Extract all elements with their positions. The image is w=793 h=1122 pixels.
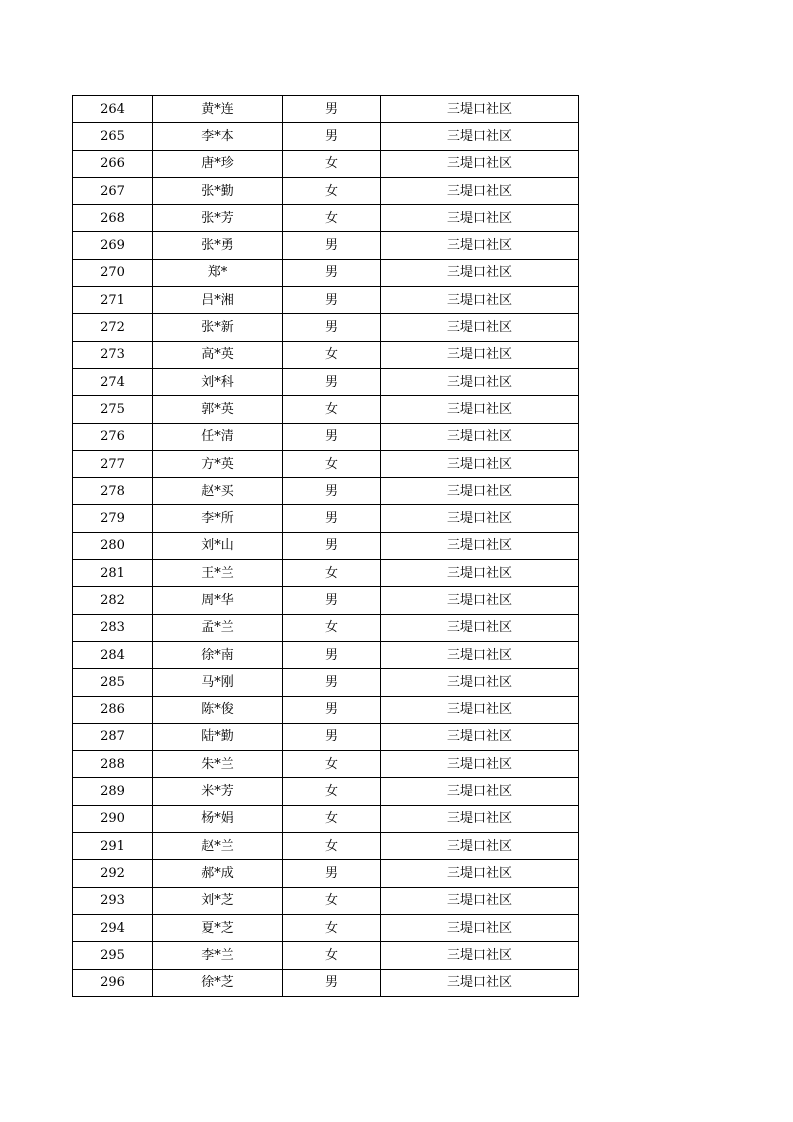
community-cell: 三堤口社区 [381, 177, 579, 204]
table-row [73, 314, 579, 341]
row-number-cell: 289 [73, 778, 153, 805]
name-cell: 陈*俊 [153, 696, 283, 723]
row-number-cell: 275 [73, 396, 153, 423]
community-cell: 三堤口社区 [381, 560, 579, 587]
name-cell: 王*兰 [153, 560, 283, 587]
table-row [73, 532, 579, 559]
row-number-cell: 272 [73, 314, 153, 341]
community-cell: 三堤口社区 [381, 150, 579, 177]
row-number-cell: 266 [73, 150, 153, 177]
table-row [73, 696, 579, 723]
table-row [73, 751, 579, 778]
row-number-cell: 269 [73, 232, 153, 259]
community-cell: 三堤口社区 [381, 723, 579, 750]
row-number-cell: 291 [73, 833, 153, 860]
gender-cell: 女 [283, 205, 381, 232]
name-cell: 徐*芝 [153, 969, 283, 996]
community-cell: 三堤口社区 [381, 532, 579, 559]
gender-cell: 男 [283, 259, 381, 286]
table-row [73, 259, 579, 286]
table-row [73, 205, 579, 232]
table-row [73, 833, 579, 860]
row-number-cell: 279 [73, 505, 153, 532]
name-cell: 李*本 [153, 123, 283, 150]
gender-cell: 男 [283, 478, 381, 505]
gender-cell: 女 [283, 396, 381, 423]
row-number-cell: 287 [73, 723, 153, 750]
name-cell: 高*英 [153, 341, 283, 368]
name-cell: 赵*买 [153, 478, 283, 505]
gender-cell: 男 [283, 587, 381, 614]
row-number-cell: 281 [73, 560, 153, 587]
name-cell: 李*所 [153, 505, 283, 532]
row-number-cell: 282 [73, 587, 153, 614]
name-cell: 吕*湘 [153, 287, 283, 314]
table-row [73, 587, 579, 614]
community-cell: 三堤口社区 [381, 914, 579, 941]
gender-cell: 男 [283, 969, 381, 996]
gender-cell: 男 [283, 532, 381, 559]
name-cell: 郭*英 [153, 396, 283, 423]
community-cell: 三堤口社区 [381, 314, 579, 341]
row-number-cell: 268 [73, 205, 153, 232]
table-row [73, 505, 579, 532]
table-row [73, 368, 579, 395]
row-number-cell: 271 [73, 287, 153, 314]
table-row [73, 560, 579, 587]
name-cell: 任*清 [153, 423, 283, 450]
row-number-cell: 283 [73, 614, 153, 641]
community-cell: 三堤口社区 [381, 751, 579, 778]
gender-cell: 女 [283, 177, 381, 204]
gender-cell: 女 [283, 778, 381, 805]
name-cell: 周*华 [153, 587, 283, 614]
name-cell: 张*新 [153, 314, 283, 341]
gender-cell: 女 [283, 450, 381, 477]
row-number-cell: 278 [73, 478, 153, 505]
gender-cell: 女 [283, 751, 381, 778]
table-row [73, 723, 579, 750]
name-cell: 徐*南 [153, 641, 283, 668]
gender-cell: 女 [283, 833, 381, 860]
name-cell: 张*勤 [153, 177, 283, 204]
community-cell: 三堤口社区 [381, 887, 579, 914]
community-cell: 三堤口社区 [381, 696, 579, 723]
table-row [73, 805, 579, 832]
gender-cell: 男 [283, 232, 381, 259]
gender-cell: 男 [283, 123, 381, 150]
gender-cell: 男 [283, 669, 381, 696]
table-row [73, 423, 579, 450]
name-cell: 张*芳 [153, 205, 283, 232]
community-cell: 三堤口社区 [381, 232, 579, 259]
community-cell: 三堤口社区 [381, 969, 579, 996]
name-cell: 孟*兰 [153, 614, 283, 641]
table-row [73, 287, 579, 314]
row-number-cell: 273 [73, 341, 153, 368]
table-row [73, 860, 579, 887]
table-row [73, 969, 579, 996]
community-cell: 三堤口社区 [381, 341, 579, 368]
row-number-cell: 290 [73, 805, 153, 832]
table-row [73, 150, 579, 177]
name-cell: 刘*山 [153, 532, 283, 559]
row-number-cell: 285 [73, 669, 153, 696]
row-number-cell: 292 [73, 860, 153, 887]
community-cell: 三堤口社区 [381, 478, 579, 505]
community-cell: 三堤口社区 [381, 396, 579, 423]
row-number-cell: 267 [73, 177, 153, 204]
community-cell: 三堤口社区 [381, 641, 579, 668]
community-cell: 三堤口社区 [381, 614, 579, 641]
community-cell: 三堤口社区 [381, 833, 579, 860]
row-number-cell: 280 [73, 532, 153, 559]
name-cell: 方*英 [153, 450, 283, 477]
gender-cell: 女 [283, 560, 381, 587]
row-number-cell: 274 [73, 368, 153, 395]
community-cell: 三堤口社区 [381, 778, 579, 805]
table-row [73, 341, 579, 368]
table-row [73, 478, 579, 505]
gender-cell: 男 [283, 696, 381, 723]
gender-cell: 女 [283, 150, 381, 177]
name-cell: 唐*珍 [153, 150, 283, 177]
community-cell: 三堤口社区 [381, 505, 579, 532]
row-number-cell: 270 [73, 259, 153, 286]
name-cell: 刘*芝 [153, 887, 283, 914]
table-row [73, 450, 579, 477]
table-row [73, 778, 579, 805]
row-number-cell: 288 [73, 751, 153, 778]
community-cell: 三堤口社区 [381, 942, 579, 969]
row-number-cell: 276 [73, 423, 153, 450]
community-cell: 三堤口社区 [381, 96, 579, 123]
community-cell: 三堤口社区 [381, 423, 579, 450]
name-cell: 郝*成 [153, 860, 283, 887]
gender-cell: 女 [283, 341, 381, 368]
community-cell: 三堤口社区 [381, 669, 579, 696]
gender-cell: 男 [283, 96, 381, 123]
row-number-cell: 294 [73, 914, 153, 941]
gender-cell: 男 [283, 860, 381, 887]
gender-cell: 女 [283, 805, 381, 832]
gender-cell: 男 [283, 423, 381, 450]
name-cell: 赵*兰 [153, 833, 283, 860]
name-cell: 杨*娟 [153, 805, 283, 832]
gender-cell: 男 [283, 505, 381, 532]
table-row [73, 96, 579, 123]
table-row [73, 123, 579, 150]
row-number-cell: 264 [73, 96, 153, 123]
gender-cell: 女 [283, 914, 381, 941]
table-row [73, 669, 579, 696]
gender-cell: 男 [283, 641, 381, 668]
community-cell: 三堤口社区 [381, 205, 579, 232]
name-cell: 李*兰 [153, 942, 283, 969]
table-row [73, 232, 579, 259]
row-number-cell: 295 [73, 942, 153, 969]
community-cell: 三堤口社区 [381, 123, 579, 150]
roster-table-body [73, 96, 579, 997]
community-cell: 三堤口社区 [381, 259, 579, 286]
name-cell: 朱*兰 [153, 751, 283, 778]
name-cell: 夏*芝 [153, 914, 283, 941]
name-cell: 张*勇 [153, 232, 283, 259]
row-number-cell: 284 [73, 641, 153, 668]
name-cell: 马*刚 [153, 669, 283, 696]
community-cell: 三堤口社区 [381, 287, 579, 314]
table-row [73, 942, 579, 969]
community-cell: 三堤口社区 [381, 587, 579, 614]
row-number-cell: 277 [73, 450, 153, 477]
community-cell: 三堤口社区 [381, 368, 579, 395]
row-number-cell: 293 [73, 887, 153, 914]
table-row [73, 914, 579, 941]
community-cell: 三堤口社区 [381, 805, 579, 832]
community-cell: 三堤口社区 [381, 860, 579, 887]
name-cell: 黄*连 [153, 96, 283, 123]
name-cell: 郑* [153, 259, 283, 286]
table-row [73, 396, 579, 423]
gender-cell: 男 [283, 287, 381, 314]
name-cell: 刘*科 [153, 368, 283, 395]
name-cell: 米*芳 [153, 778, 283, 805]
table-row [73, 641, 579, 668]
row-number-cell: 286 [73, 696, 153, 723]
roster-table [72, 95, 579, 997]
name-cell: 陆*勤 [153, 723, 283, 750]
row-number-cell: 265 [73, 123, 153, 150]
gender-cell: 男 [283, 723, 381, 750]
gender-cell: 男 [283, 368, 381, 395]
table-row [73, 177, 579, 204]
gender-cell: 男 [283, 314, 381, 341]
table-row [73, 887, 579, 914]
gender-cell: 女 [283, 887, 381, 914]
gender-cell: 女 [283, 614, 381, 641]
gender-cell: 女 [283, 942, 381, 969]
table-row [73, 614, 579, 641]
row-number-cell: 296 [73, 969, 153, 996]
community-cell: 三堤口社区 [381, 450, 579, 477]
